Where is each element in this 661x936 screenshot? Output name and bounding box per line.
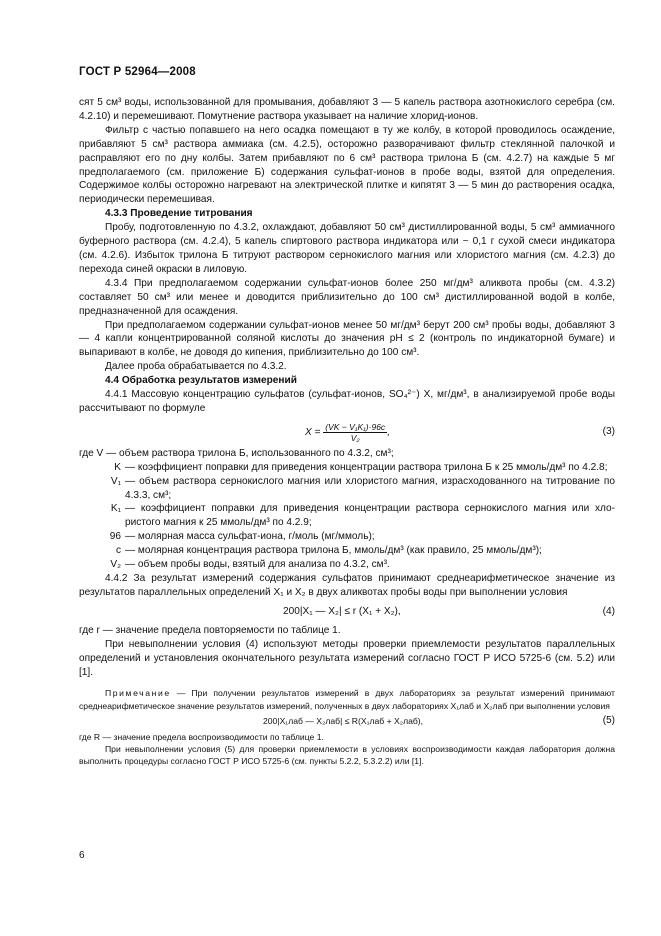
formula-fraction bbox=[323, 422, 387, 443]
definition-item bbox=[79, 544, 615, 558]
formula-text: 200|X₁лаб — X₂лаб| ≤ R(X₁лаб + X₂лаб), bbox=[263, 715, 424, 726]
formula-number: (4) bbox=[602, 605, 615, 617]
standard-header: ГОСТ Р 52964—2008 bbox=[79, 66, 196, 78]
note-label: Примечание bbox=[105, 688, 171, 699]
definition-item bbox=[79, 530, 615, 544]
definition-item bbox=[79, 558, 615, 572]
formula-3 bbox=[79, 419, 615, 443]
paragraph: Пробу, подготовленную по 4.3.2, охлаждают, добавляют 50 см³ дистиллированной воды, 5 см³ аммиачного буферного раствора (см. 4.2.4), 5 капель спиртового раствора индикатора или ~ 0,1 г сухой смеси индикатора (см. 4.2.6). Избыток трилона Б титруют раствором сернокислого магния или хлористого магния (см. 4.2.3) до перехода синей окраски в лиловую. bbox=[79, 222, 615, 275]
definition-symbol: V₂ bbox=[110, 559, 121, 571]
formula-number: (3) bbox=[602, 425, 615, 437]
paragraph: сят 5 см³ воды, использованной для промывания, добавляют 3 — 5 капель раствора азотнокислого серебра (см. 4.2.10) и перемешивают. Помутнение раствора указывает на наличие хлорид-ионов. bbox=[79, 97, 615, 122]
definition-item bbox=[79, 461, 615, 475]
paragraph: где r — значение предела повторяемости по таблице 1. bbox=[79, 624, 341, 636]
note-paragraph: где R — значение предела воспроизводимости по таблице 1. bbox=[79, 731, 324, 742]
definition-symbol: c bbox=[115, 545, 121, 557]
formula-number: (5) bbox=[602, 714, 615, 726]
definition-item bbox=[79, 502, 615, 530]
paragraph: Фильтр с частью попавшего на него осадка помещают в ту же колбу, в которой проводилось осаждение, прибавляют 5 см³ раствора аммиака (см. 4.2.5), осторожно разворачивают фильтр стеклянной палочкой и расправляют его по дну колбы. Затем прибавляют по 6 см³ раствора трилона Б (см. 4.2.7) на каждые 5 мг предполагаемого (см. приложение Б) содержания сульфат-ионов в пробе воды, взятой для определения. Содержимое колбы осторожно нагревают на электрической плитке и кипятят 3 — 5 мин до растворения осадка, периодически перемешивая. bbox=[79, 124, 615, 206]
formula-4 bbox=[79, 603, 615, 621]
definition-item bbox=[79, 475, 615, 503]
definition-text: — объем пробы воды, взятый для анализа по 4.3.2, см³. bbox=[125, 559, 390, 571]
section-heading-4-4: 4.4 Обработка результатов измерений bbox=[105, 375, 297, 387]
formula-denominator: V₂ bbox=[350, 432, 360, 443]
definition-text: — коэффициент поправки для приведения концентрации раствора трилона Б к 25 ммоль/дм³ по 4.2.8; bbox=[125, 461, 608, 473]
paragraph: 4.4.2 За результат измерений содержания сульфатов принимают среднеарифметическое значение из результатов параллельных определений X₁ и X₂ в двух аликвотах пробы воды при выполнении условия bbox=[79, 573, 615, 598]
note-text: — При получении результатов измерений в двух лабораториях за результат измерений принимают среднеарифметическое значение результатов измерений, полученных в двух лабораториях X₁лаб и X₂лаб при выполнении условия bbox=[79, 688, 615, 711]
section-heading-4-3-3: 4.3.3 Проведение титрования bbox=[105, 208, 253, 220]
page-number: 6 bbox=[79, 850, 85, 861]
document-body bbox=[79, 96, 615, 767]
note-paragraph bbox=[79, 687, 615, 711]
formula-tail: , bbox=[387, 427, 390, 439]
paragraph: Далее проба обрабатывается по 4.3.2. bbox=[105, 361, 287, 373]
paragraph: При предполагаемом содержании сульфат-ионов менее 50 мг/дм³ берут 200 см³ пробы воды, добавляют 3 — 4 капли концентрированной соляной кислоты до значения pH ≤ 2 (контроль по индикаторной бумаге) и выпаривают в колбе, не доводя до кипения, приблизительно до 100 см³. bbox=[79, 319, 615, 359]
formula-text: 200|X₁ — X₂| ≤ r (X₁ + X₂), bbox=[283, 605, 401, 617]
definition-symbol: 96 bbox=[109, 531, 121, 543]
definition-symbol: K bbox=[114, 461, 121, 473]
paragraph: 4.3.4 При предполагаемом содержании сульфат-ионов более 250 мг/дм³ аликвота пробы (см. 4.3.2) составляет 50 см³ или менее и доводится приблизительно до 100 см³ дистиллированной водой в колбе, предназначенной для осаждения. bbox=[79, 277, 615, 317]
note-paragraph: При невыполнении условия (5) для проверки приемлемости в условиях воспроизводимости каждая лаборатория должна выполнить процедуры согласно ГОСТ Р ИСО 5725-6 (см. пункты 5.2.2, 5.3.2.2) или [1]. bbox=[79, 744, 615, 767]
formula-numerator: (VK − V₁K₁)·96c bbox=[325, 421, 386, 432]
definition-symbol: K₁ bbox=[110, 503, 121, 515]
definition-text: — коэффициент поправки для приведения концентрации раствора сернокислого магния или хлористого магния к 25 ммоль/дм³ по 4.2.9; bbox=[125, 503, 615, 529]
note-block bbox=[79, 687, 615, 767]
formula-lhs: X = bbox=[305, 427, 321, 439]
where-line: где V — объем раствора трилона Б, использованного по 4.3.2, см³; bbox=[79, 447, 394, 459]
paragraph: 4.4.1 Массовую концентрацию сульфатов (сульфат-ионов, SO₄²⁻) X, мг/дм³, в анализируемой пробе воды рассчитывают по формуле bbox=[79, 389, 615, 414]
definition-symbol: V₁ bbox=[110, 475, 121, 487]
definitions-list bbox=[79, 461, 615, 572]
definition-text: — молярная масса сульфат-иона, г/моль (мг/ммоль); bbox=[125, 531, 375, 543]
definition-text: — молярная концентрация раствора трилона Б, ммоль/дм³ (как правило, 25 ммоль/дм³); bbox=[125, 545, 542, 557]
formula-5 bbox=[79, 714, 615, 729]
paragraph: При невыполнении условия (4) используют методы проверки приемлемости результатов параллельных определений и установления окончательного результата измерений согласно ГОСТ Р ИСО 5725-6 (см. 5.2) или [1]. bbox=[79, 638, 615, 678]
definition-text: — объем раствора сернокислого магния или хлористого магния, израсходованного на титрование по 4.3.3, см³; bbox=[125, 475, 615, 501]
